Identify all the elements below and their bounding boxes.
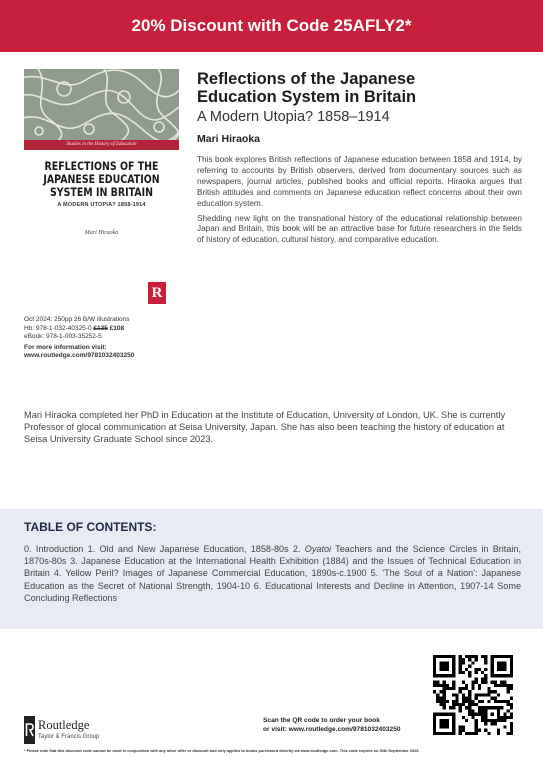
discount-text: 20% Discount with Code 25AFLY2* [131, 16, 412, 35]
book-cover [24, 69, 179, 308]
book-subtitle: A Modern Utopia? 1858–1914 [197, 109, 390, 125]
book-author: Mari Hiraoka [197, 133, 261, 145]
toc-heading: TABLE OF CONTENTS: [24, 520, 157, 534]
cover-pattern [24, 69, 179, 141]
routledge-r-icon [24, 716, 35, 744]
cover-panel [24, 150, 179, 308]
description-paragraph-1: This book explores British reflections of Japanese education between 1858 and 1914, by referring to accounts by British observers, derived from documentary sources such as newspapers, journal articles, published books and official reports. Hiraoka argues that British attitudes and comments on Japanese education reflect concerns about their own education system. [197, 155, 522, 208]
toc-italic-term: Oyatoi [304, 544, 332, 554]
bio-text: completed her PhD in Education at the Institute of Education, University of London, UK. She is currently Professor of glocal communication at Seisa University, Japan. She has also been teaching the history of education at Seisa University Graduate School since 2023. [24, 410, 506, 444]
toc-body: 0. Introduction 1. Old and New Japanese Education, 1858-80s 2. Oyatoi Teachers and the Science Circles in Britain, 1870s-80s 3. Japanese Education at the International Health Exhibition (1884) and the Issues of Technical Education in Britain 4. Yellow Peril? Images of Japanese Commercial Education, 1890s-c.1900 5. 'The Soul of a Nation': Japanese Education as the Secret of National Strength, 1904-10 6. Educational Interests and Decline in Attention, 1907-14 Some Concluding Reflections [24, 544, 521, 603]
bio-author-name: Mari Hiraoka [24, 410, 77, 420]
cover-subtitle: A MODERN UTOPIA? 1858-1914 [57, 202, 146, 208]
routledge-cover-logo: R [148, 282, 166, 304]
book-title: Reflections of the Japanese Education System in Britain [197, 70, 417, 106]
disclaimer: * Please note that this discount code cannot be used in conjunction with any other offer or discount and only applies to books purchased directly via www.routledge.com. This code expires on 30th September 2025. [24, 748, 420, 753]
book-description [197, 155, 522, 250]
author-bio [24, 409, 520, 445]
cover-author: Mari Hiraoka [84, 230, 119, 236]
brand-subtitle: Taylor & Francis Group [38, 734, 100, 740]
hardback-line: Hb: 978-1-032-40325-0 £135 £108 [24, 324, 125, 332]
new-price: £108 [109, 324, 125, 332]
description-paragraph-2: Shedding new light on the transnational history of the educational relationship between Japan and Britain, this book will be an attractive base for future researchers in the fields of history of education, cultural history, and comparative education. [197, 213, 522, 245]
more-info-label: For more information visit: [24, 343, 107, 351]
order-link[interactable]: or visit: www.routledge.com/9781032403250 [263, 726, 401, 733]
qr-instructions: Scan the QR code to order your book or visit: www.routledge.com/9781032403250 [263, 716, 433, 734]
old-price: £135 [93, 324, 108, 332]
cover-series-band: Studies in the History of Education [24, 140, 179, 150]
brand-name: Routledge [38, 718, 90, 732]
discount-banner [0, 0, 543, 52]
qr-code-icon[interactable] [433, 655, 513, 735]
cover-title: REFLECTIONS OF THE JAPANESE EDUCATION SYSTEM IN BRITAIN [43, 159, 160, 199]
ebook-line: eBook: 978-1-003-35252-5 [24, 333, 102, 341]
book-meta [24, 316, 194, 361]
routledge-logo [24, 716, 144, 748]
pub-details: Oct 2024: 250pp 26 B/W illustrations [24, 316, 130, 323]
more-info-link[interactable]: www.routledge.com/9781032403250 [24, 352, 135, 360]
